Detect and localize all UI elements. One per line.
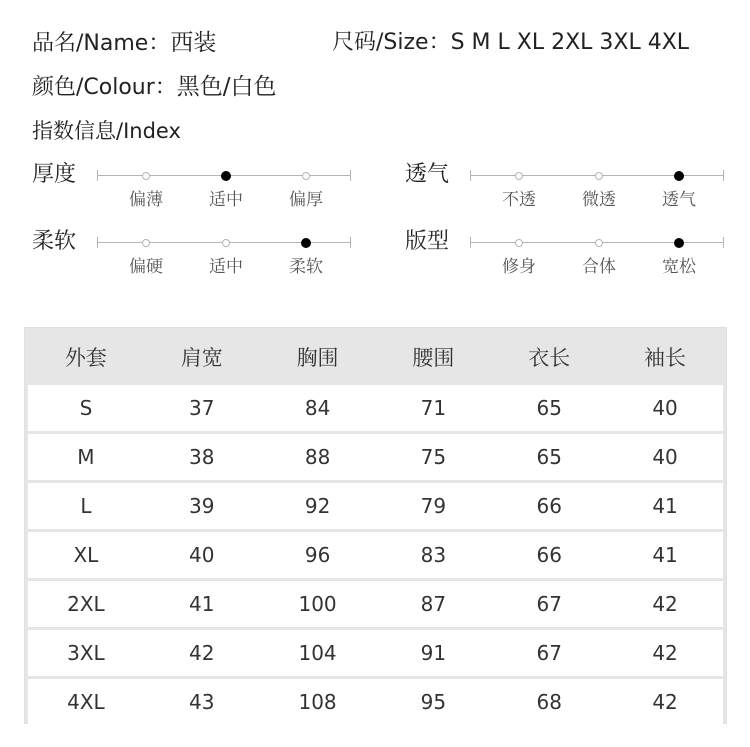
table-cell: 4XL	[67, 690, 105, 714]
index-label: 厚度	[32, 162, 77, 187]
table-cell: S	[79, 396, 93, 420]
header-cell: 衣长	[528, 345, 571, 370]
index-option-label: 修身	[502, 257, 536, 277]
table-cell: 83	[420, 543, 447, 567]
scale-end-tick	[723, 237, 724, 248]
table-cell: 71	[420, 396, 447, 420]
index-option-label: 偏硬	[129, 257, 163, 277]
table-cell: L	[80, 494, 92, 518]
index-3	[405, 229, 725, 289]
color-value: 黑色/白色	[176, 74, 277, 100]
table-cell: 41	[652, 494, 678, 518]
index-title: 指数信息/Index	[32, 119, 181, 143]
scale-dot	[222, 239, 230, 247]
index-label: 版型	[405, 229, 450, 254]
header-cell: 肩宽	[180, 345, 223, 370]
table-cell: 88	[304, 445, 331, 469]
table-cell: 43	[189, 690, 215, 714]
color-label: 颜色/Colour：	[32, 75, 177, 100]
table-cell: 42	[652, 690, 678, 714]
index-scale	[97, 242, 351, 277]
table-cell: 100	[298, 592, 337, 616]
table-cell: M	[77, 445, 95, 469]
scale-end-tick	[470, 237, 471, 248]
index-scale	[97, 175, 351, 210]
header-cell: 外套	[64, 345, 107, 370]
index-option-label: 宽松	[662, 257, 696, 277]
table-row	[28, 581, 723, 627]
table-cell: 68	[536, 690, 562, 714]
table-cell: 92	[304, 494, 331, 518]
scale-dot	[595, 172, 603, 180]
selected-dot	[674, 238, 684, 248]
header-cell: 胸围	[296, 345, 339, 370]
table-cell: 67	[536, 641, 562, 665]
index-option-label: 偏厚	[289, 190, 323, 210]
index-option-label: 微透	[582, 190, 616, 210]
scale-dot	[142, 239, 150, 247]
size-value: S M L XL 2XL 3XL 4XL	[450, 30, 690, 55]
index-option-label: 不透	[502, 190, 536, 210]
scale-dot	[515, 239, 523, 247]
size-table	[24, 327, 727, 724]
scale-dot	[515, 172, 523, 180]
product-name-line	[32, 28, 216, 59]
table-cell: 108	[298, 690, 337, 714]
index-scale	[470, 175, 724, 210]
index-option-label: 透气	[662, 190, 696, 210]
index-scale	[470, 242, 724, 277]
table-row	[28, 434, 723, 480]
table-cell: 42	[189, 641, 215, 665]
table-cell: 79	[420, 494, 447, 518]
index-label: 透气	[405, 162, 450, 187]
table-cell: 40	[189, 543, 215, 567]
scale-end-tick	[350, 170, 351, 181]
table-cell: 3XL	[67, 641, 105, 665]
table-cell: 75	[420, 445, 447, 469]
index-1	[405, 162, 725, 222]
selected-dot	[674, 171, 684, 181]
table-cell: 40	[652, 445, 678, 469]
table-cell: 40	[652, 396, 678, 420]
index-option-label: 柔软	[289, 257, 323, 277]
table-row	[28, 483, 723, 529]
table-row	[28, 630, 723, 676]
scale-dot	[302, 172, 310, 180]
table-cell: 66	[536, 494, 562, 518]
table-cell: 41	[652, 543, 678, 567]
scale-end-tick	[97, 170, 98, 181]
table-cell: 96	[304, 543, 331, 567]
table-row	[28, 385, 723, 431]
table-cell: XL	[73, 543, 99, 567]
table-cell: 42	[652, 641, 678, 665]
color-line	[32, 72, 277, 103]
product-name-value: 西装	[170, 30, 217, 56]
scale-dot	[595, 239, 603, 247]
table-row	[28, 532, 723, 578]
header-cell: 袖长	[644, 345, 687, 370]
scale-end-tick	[723, 170, 724, 181]
table-row	[28, 679, 723, 725]
index-option-label: 合体	[582, 257, 616, 277]
size-label: 尺码/Size：	[332, 30, 451, 55]
table-cell: 2XL	[67, 592, 105, 616]
table-cell: 91	[420, 641, 447, 665]
table-cell: 41	[189, 592, 215, 616]
table-cell: 65	[536, 396, 562, 420]
selected-dot	[221, 171, 231, 181]
scale-end-tick	[350, 237, 351, 248]
index-option-label: 适中	[209, 257, 243, 277]
table-cell: 39	[189, 494, 215, 518]
table-cell: 42	[652, 592, 678, 616]
size-line	[332, 28, 689, 58]
header-cell: 腰围	[412, 345, 455, 370]
table-cell: 38	[189, 445, 215, 469]
selected-dot	[301, 238, 311, 248]
table-cell: 104	[298, 641, 337, 665]
table-cell: 87	[420, 592, 447, 616]
index-label: 柔软	[32, 229, 77, 254]
index-option-label: 偏薄	[129, 190, 163, 210]
table-cell: 65	[536, 445, 562, 469]
table-cell: 67	[536, 592, 562, 616]
table-cell: 95	[420, 690, 447, 714]
table-cell: 37	[189, 396, 215, 420]
index-option-label: 适中	[209, 190, 243, 210]
scale-dot	[142, 172, 150, 180]
index-2	[32, 229, 352, 289]
table-cell: 84	[304, 396, 331, 420]
scale-end-tick	[97, 237, 98, 248]
product-name-label: 品名/Name：	[32, 31, 171, 56]
table-header-row	[28, 328, 723, 385]
scale-end-tick	[470, 170, 471, 181]
index-0	[32, 162, 352, 222]
table-cell: 66	[536, 543, 562, 567]
